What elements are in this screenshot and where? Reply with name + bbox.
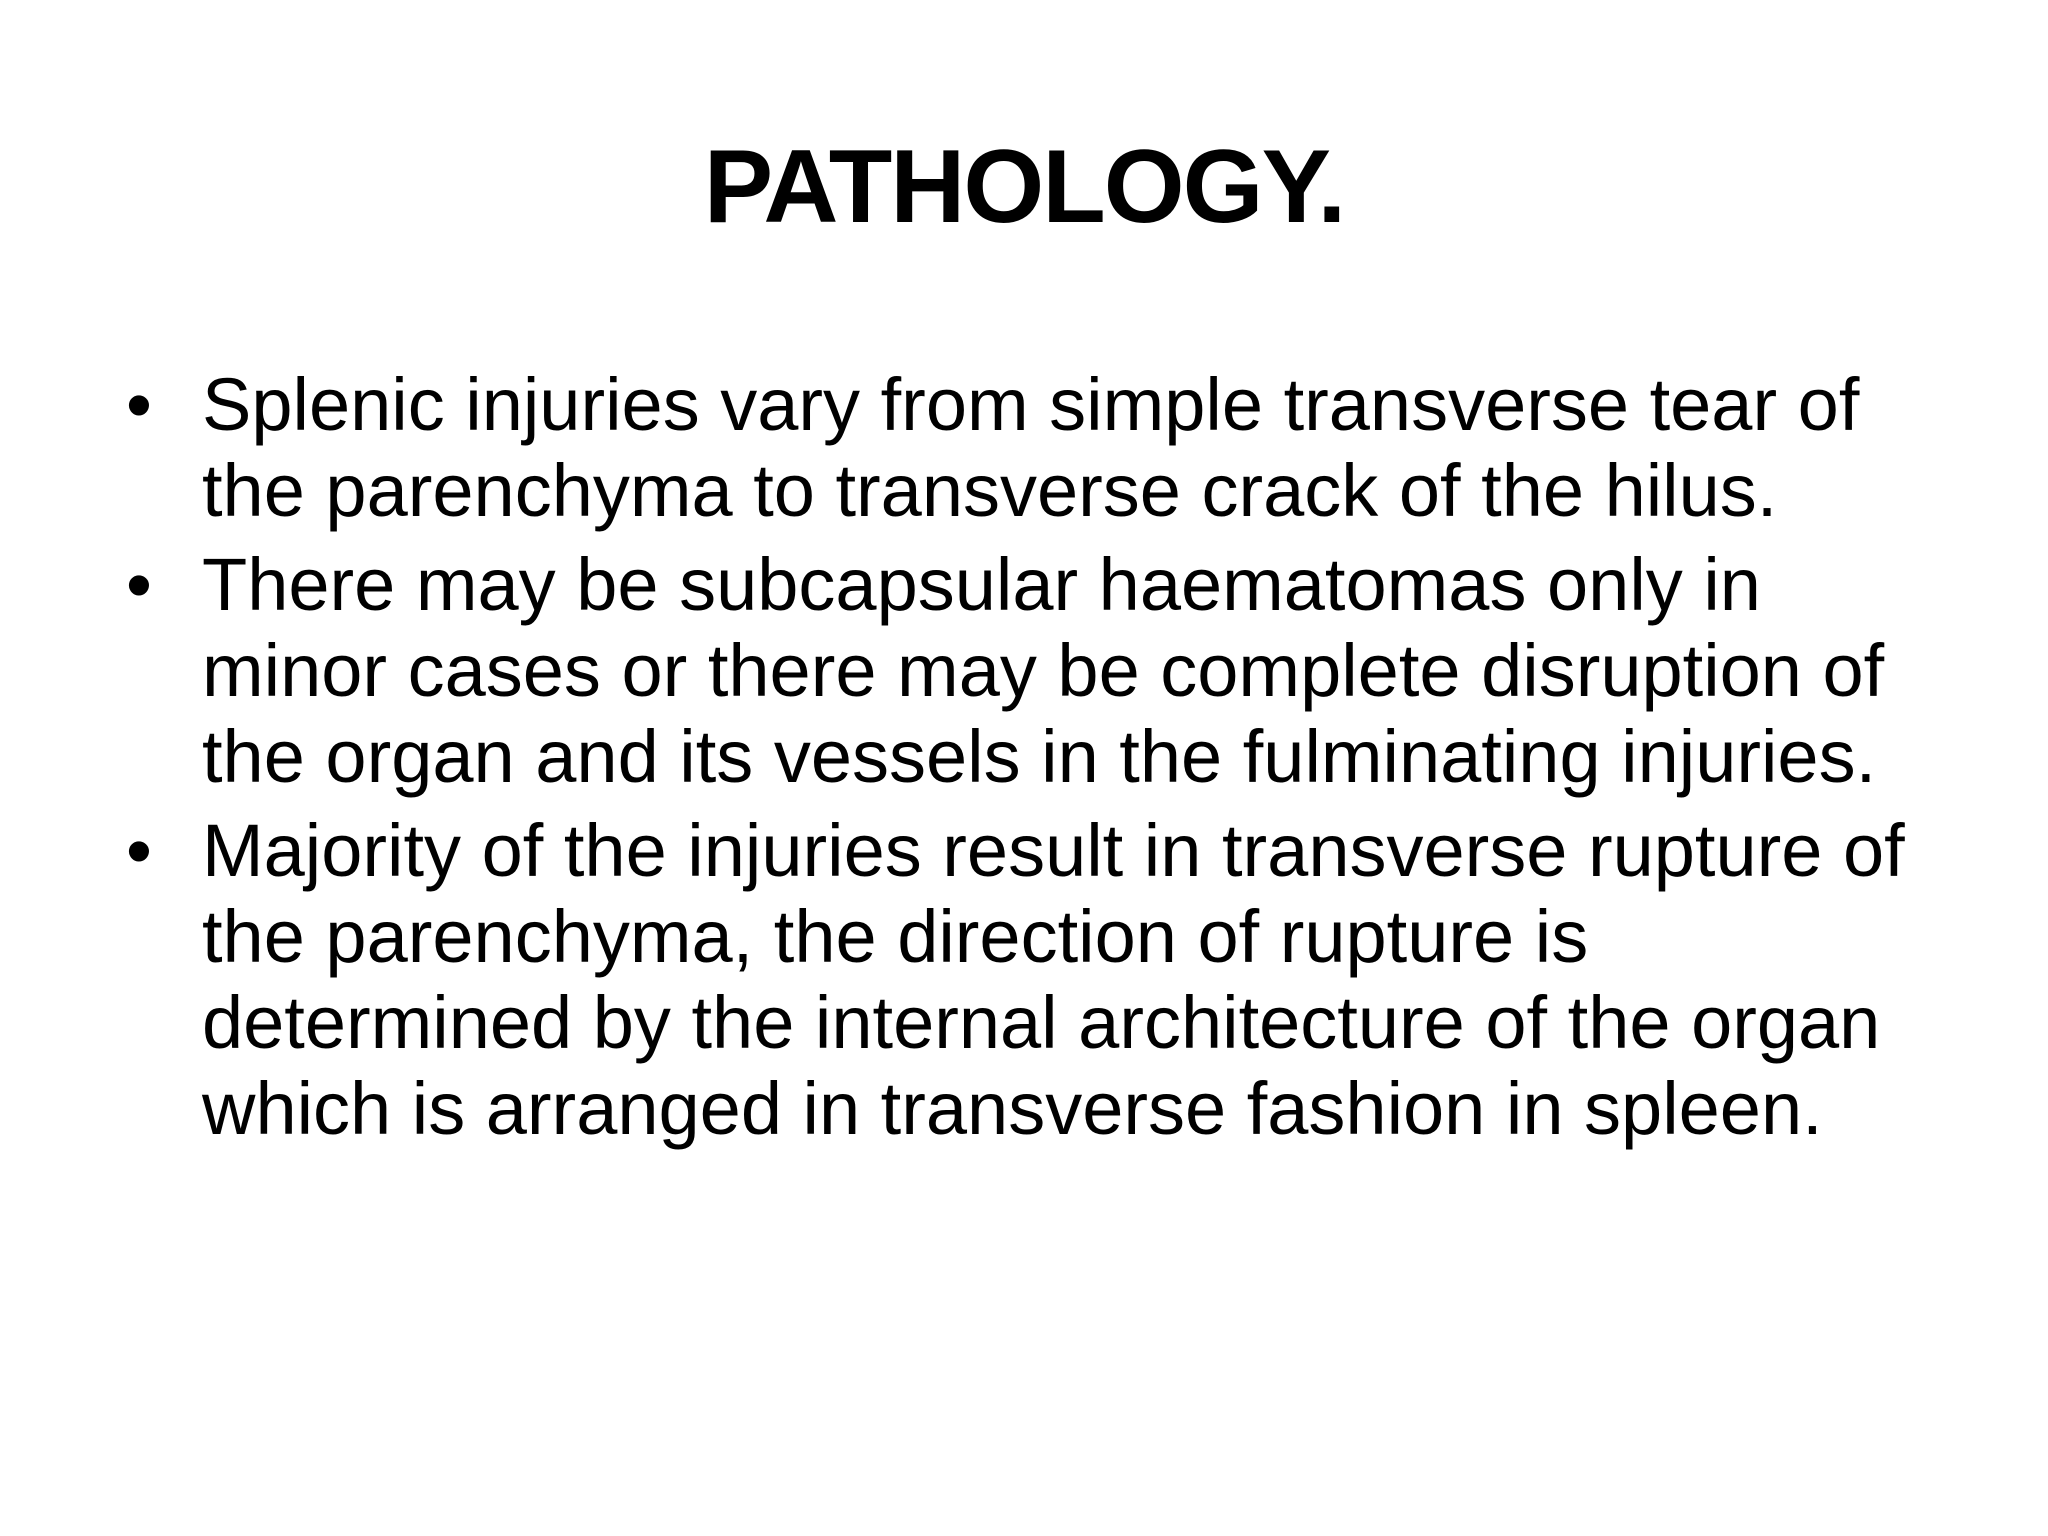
- bullet-text: Majority of the injuries result in transverse rupture of the parenchyma, the direction of rupture is determined by the internal architecture of the organ which is arranged in transverse fashion in spleen.: [202, 809, 1905, 1150]
- bullet-text: Splenic injuries vary from simple transverse tear of the parenchyma to transverse crack of the hilus.: [202, 363, 1860, 532]
- bullet-item: [124, 808, 1964, 1152]
- bullet-item: [124, 542, 1964, 800]
- slide-title: PATHOLOGY.: [703, 129, 1345, 245]
- bullet-dot-icon: •: [126, 809, 152, 892]
- bullet-text: There may be subcapsular haematomas only in minor cases or there may be complete disruption of the organ and its vessels in the fulminating injuries.: [202, 543, 1885, 798]
- bullet-dot-icon: •: [126, 543, 152, 626]
- bullet-item: [124, 362, 1964, 534]
- bullet-list: [124, 362, 1964, 1160]
- bullet-dot-icon: •: [126, 363, 152, 446]
